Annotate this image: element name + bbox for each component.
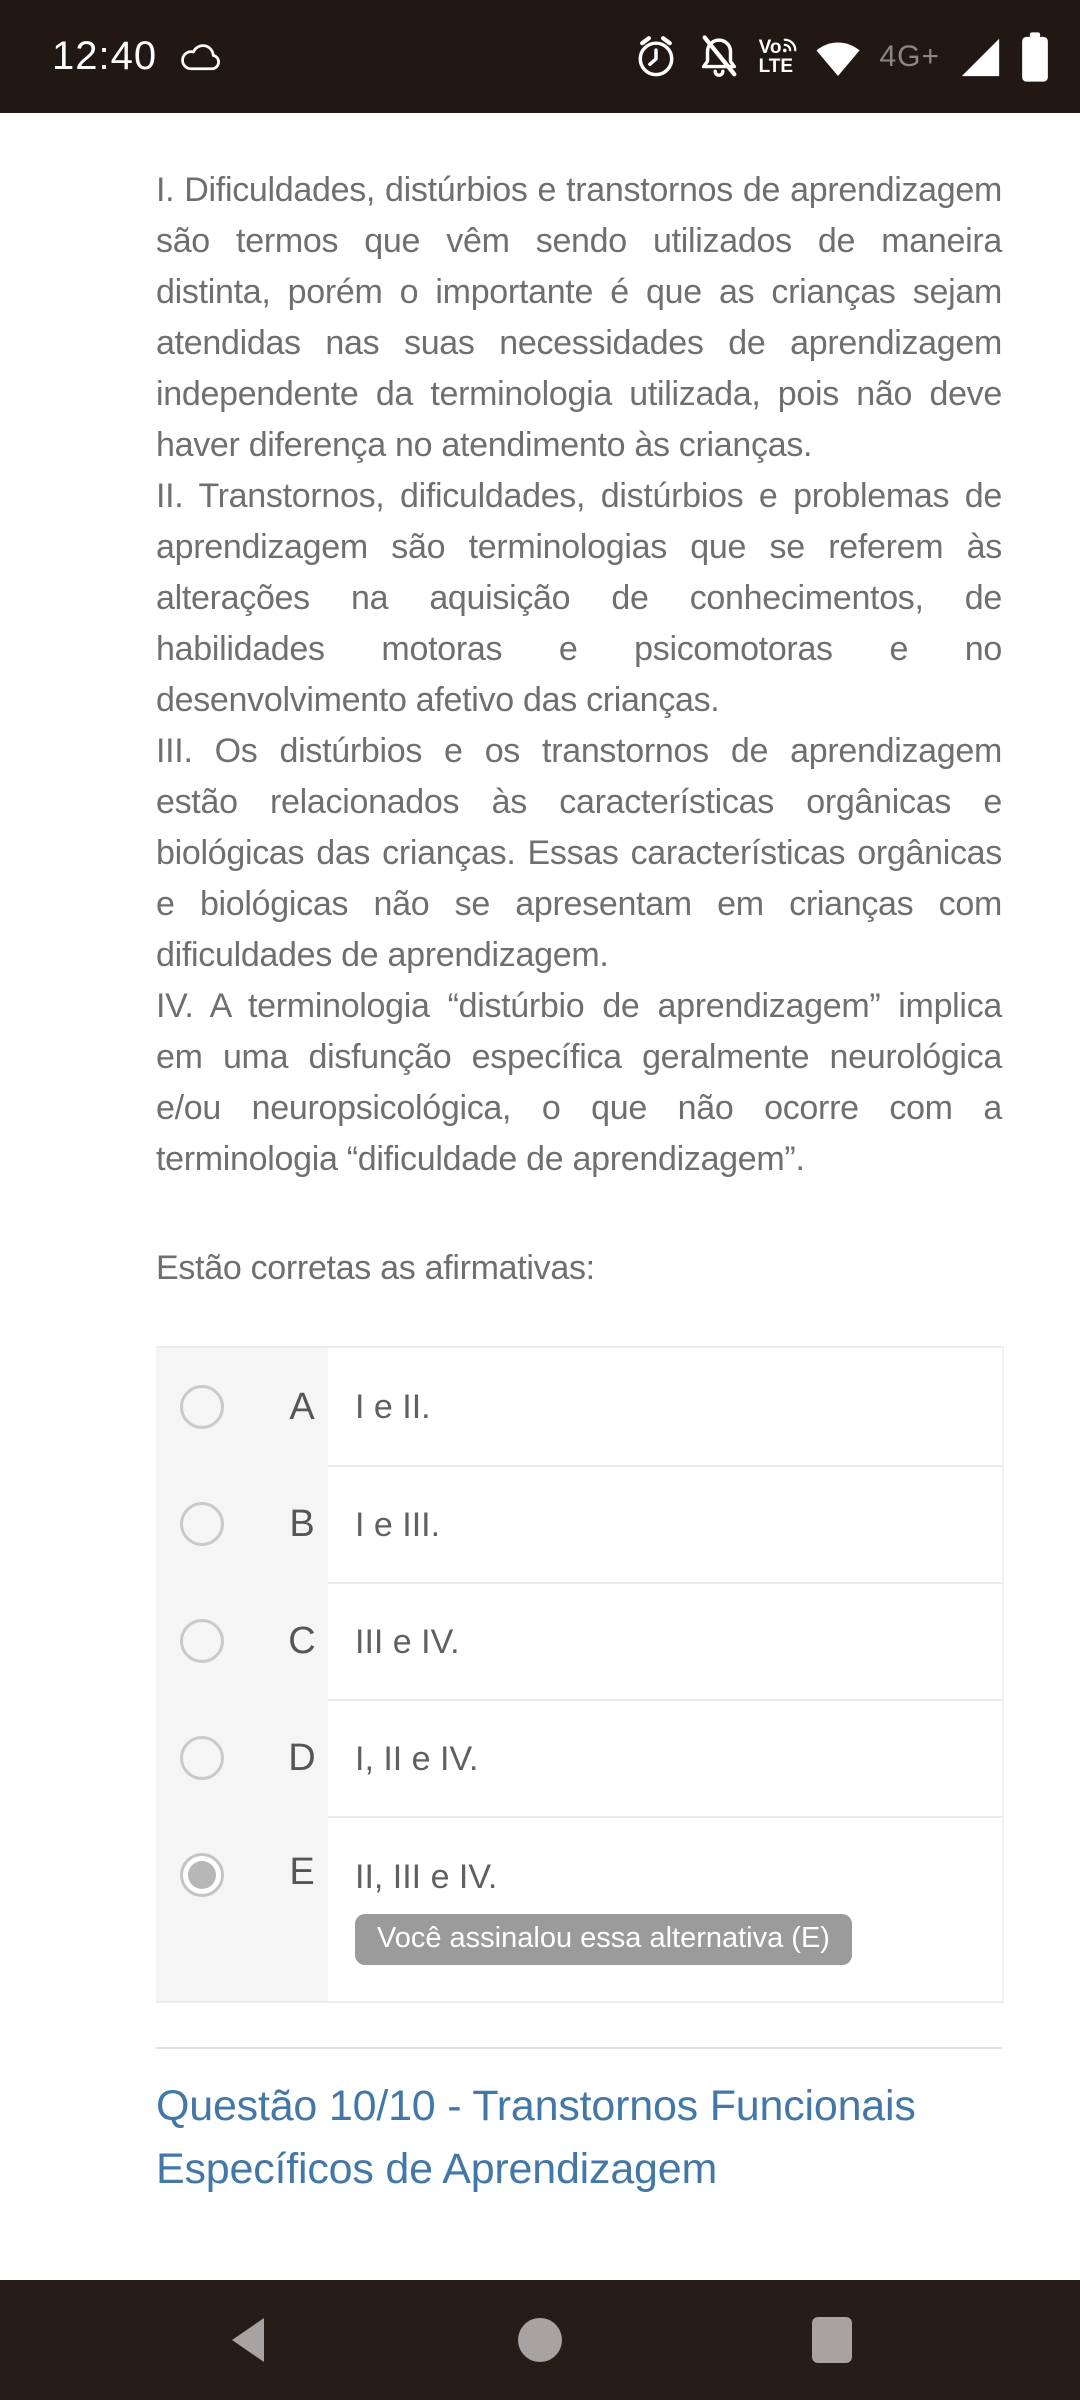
option-text-c: III e IV. (355, 1622, 460, 1661)
radio-button-d[interactable] (180, 1736, 224, 1780)
option-text-d: I, II e IV. (355, 1739, 479, 1778)
status-bar-left (52, 34, 221, 79)
recents-icon (812, 2317, 852, 2363)
quiz-review-page (0, 113, 1080, 2280)
volte-wave-icon (782, 38, 797, 53)
signal-icon (957, 34, 1003, 80)
option-b-left-cell (156, 1465, 328, 1582)
option-row-b[interactable] (156, 1465, 1002, 1582)
option-row-c[interactable] (156, 1582, 1002, 1699)
notifications-off-icon (696, 34, 742, 80)
radio-button-b[interactable] (180, 1502, 224, 1546)
option-a-left-cell (156, 1348, 328, 1465)
statement-3: III. Os distúrbios e os transtornos de aprendizagem estão relacionados às características orgânicas e biológicas das crianças. Essas características orgânicas e biológicas não se apresentam em crianças com dificuldades de aprendizagem. (156, 732, 1002, 974)
radio-button-a[interactable] (180, 1385, 224, 1429)
option-letter-b: B (289, 1502, 315, 1545)
statement-1: I. Dificuldades, distúrbios e transtornos de aprendizagem são termos que vêm sendo utilizados de maneira distinta, porém o importante é que as crianças sejam atendidas nas suas necessidades de aprendizagem independente da terminologia utilizada, pois não deve haver diferença no atendimento às crianças. (156, 171, 1002, 464)
option-c-answer-cell[interactable] (328, 1582, 1002, 1699)
volte-label-bottom: LTE (758, 55, 794, 77)
volte-label-top: Vo (758, 36, 782, 58)
back-button[interactable] (188, 2315, 308, 2365)
option-letter-d: D (288, 1736, 316, 1779)
network-type-label: 4G+ (879, 39, 940, 73)
option-letter-c: C (288, 1619, 316, 1662)
section-divider (156, 2047, 1002, 2049)
option-row-a[interactable] (156, 1348, 1002, 1465)
alarm-icon (633, 34, 679, 80)
option-e-left-cell (156, 1816, 328, 2001)
statement-2: II. Transtornos, dificuldades, distúrbios e problemas de aprendizagem são terminologias que se referem às alterações na aquisição de conhecimentos, de habilidades motoras e psicomotoras e no desenvolvimento afetivo das crianças. (156, 477, 1002, 719)
option-c-left-cell (156, 1582, 328, 1699)
option-a-answer-cell[interactable] (328, 1348, 1002, 1465)
question-prompt: Estão corretas as afirmativas: (156, 1249, 595, 1287)
option-text-a: I e II. (355, 1387, 431, 1426)
status-bar-right (633, 31, 1050, 83)
home-button[interactable] (480, 2318, 600, 2362)
option-row-e[interactable] (156, 1816, 1002, 2001)
android-navigation-bar (0, 2280, 1080, 2400)
radio-button-c[interactable] (180, 1619, 224, 1663)
option-text-e: II, III e IV. (355, 1858, 498, 1896)
option-b-answer-cell[interactable] (328, 1465, 1002, 1582)
next-question-title: Questão 10/10 - Transtornos Funcionais Específicos de Aprendizagem (156, 2082, 916, 2193)
options-table (156, 1346, 1004, 2003)
clock-text: 12:40 (52, 34, 158, 78)
wifi-icon (814, 36, 862, 78)
battery-icon (1020, 31, 1050, 83)
volte-icon (759, 38, 798, 76)
option-d-left-cell (156, 1699, 328, 1816)
option-letter-e: E (289, 1851, 315, 1893)
cloud-icon (179, 42, 221, 71)
selected-answer-badge: Você assinalou essa alternativa (E) (355, 1914, 852, 1965)
status-bar (0, 0, 1080, 113)
option-row-d[interactable] (156, 1699, 1002, 1816)
option-letter-a: A (289, 1385, 315, 1428)
home-icon (518, 2318, 562, 2362)
recents-button[interactable] (772, 2317, 892, 2363)
radio-button-e[interactable] (180, 1853, 224, 1897)
option-d-answer-cell[interactable] (328, 1699, 1002, 1816)
option-text-b: I e III. (355, 1505, 441, 1544)
back-icon (228, 2315, 268, 2365)
statement-4: IV. A terminologia “distúrbio de aprendizagem” implica em uma disfunção específica geralmente neurológica e/ou neuropsicológica, o que não ocorre com a terminologia “dificuldade de aprendizagem”. (156, 987, 1002, 1178)
option-e-answer-cell[interactable] (328, 1816, 1002, 2001)
